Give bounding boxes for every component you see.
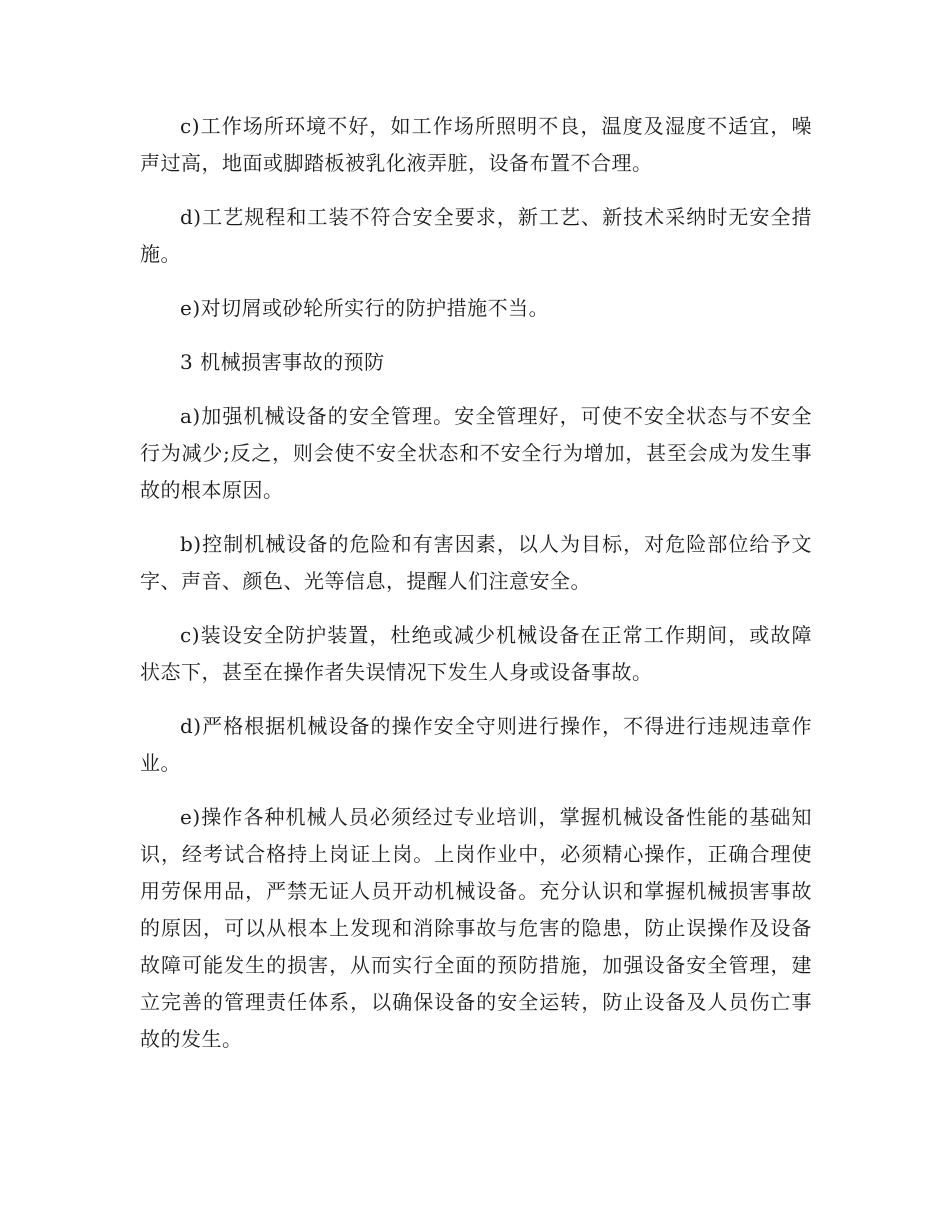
paragraph-hazard-control: b)控制机械设备的危险和有害因素，以人为目标，对危险部位给予文字、声音、颜色、光等信息，提醒人们注意安全。 (140, 532, 812, 593)
paragraph-protective-devices: c)装设安全防护装置，杜绝或减少机械设备在正常工作期间，或故障状态下，甚至在操作者失误情况下发生人身或设备事故。 (140, 623, 812, 684)
paragraph-process-safety: d)工艺规程和工装不符合安全要求，新工艺、新技术采纳时无安全措施。 (140, 205, 812, 266)
paragraph-chip-protection: e)对切屑或砂轮所实行的防护措施不当。 (180, 296, 550, 320)
paragraph-training: e)操作各种机械人员必须经过专业培训，掌握机械设备性能的基础知识，经考试合格持上岗证上岗。上岗作业中，必须精心操作，正确合理使用劳保用品，严禁无证人员开动机械设备。充分认识和掌握机械损害事故的原因，可以从根本上发现和消除事故与危害的隐患，防止误操作及设备故障可能发生的损害，从而实行全面的预防措施，加强设备安全管理，建立完善的管理责任体系，以确保设备的安全运转，防止设备及人员伤亡事故的发生。 (140, 805, 812, 1051)
paragraph-workplace-environment: c)工作场所环境不好，如工作场所照明不良，温度及湿度不适宜，噪声过高，地面或脚踏板被乳化液弄脏，设备布置不合理。 (140, 114, 812, 175)
paragraph-operating-rules: d)严格根据机械设备的操作安全守则进行操作，不得进行违规违章作业。 (140, 714, 812, 775)
paragraph-safety-management: a)加强机械设备的安全管理。安全管理好，可使不安全状态与不安全行为减少;反之，则会使不安全状态和不安全行为增加，甚至会成为发生事故的根本原因。 (140, 404, 812, 502)
document-page (140, 108, 812, 1075)
section-heading-prevention: 3 机械损害事故的预防 (180, 350, 385, 374)
